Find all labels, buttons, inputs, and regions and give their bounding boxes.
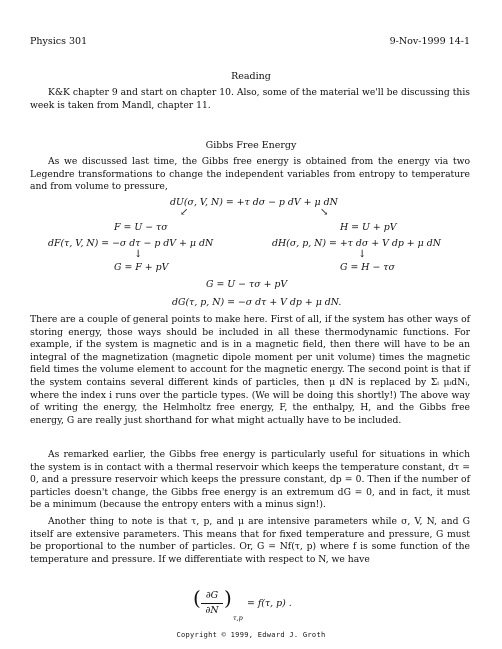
remark-paragraph: As remarked earlier, the Gibbs free energy is particularly useful for situations in which the system is in contact with a thermal reservoir which keeps the temperature constant, dτ = 0, and a pressure reservoir which keeps the pressure constant, dp = 0. Then if the number of particles doesn't change, the Gibbs free energy is an extremum dG = 0, and in fact, it must be a minimum (because the entropy enters with a minus sign!).	[30, 449, 470, 511]
copyright-footer: Copyright © 1999, Edward J. Groth	[176, 631, 326, 639]
reading-paragraph: K&K chapter 9 and start on chapter 10. Also, some of the material we'll be discussing this week is taken from Mandl, chapter 11.	[30, 87, 470, 111]
fraction-bar	[201, 603, 223, 604]
gibbs-title: Gibbs Free Energy	[205, 140, 297, 151]
eq-dF: dF(τ, V, N) = −σ dτ − p dV + μ dN	[48, 238, 214, 249]
eq-G-from-H: G = H − τσ	[340, 262, 395, 273]
arrow-down-icon: ↓	[134, 249, 143, 260]
course-header: Physics 301	[30, 36, 88, 47]
right-paren: )	[224, 586, 232, 610]
arrow-down-left-icon: ↙	[180, 207, 189, 218]
intro-paragraph: As we discussed last time, the Gibbs free energy is obtained from the energy via two Legendre transformations to change the independent variables from entropy to temperature and from volume to pressure,	[30, 156, 470, 193]
intensive-paragraph: Another thing to note is that τ, p, and μ are intensive parameters while σ, V, N, and G itself are extensive parameters. This means that for fixed temperature and pressure, G must be proportional to the number of particles. Or, G = Nf(τ, p) where f is some function of the temperature and pressure. If we differentiate with respect to N, we have	[30, 516, 470, 565]
general-points-paragraph: There are a couple of general points to make here. First of all, if the system has other ways of storing energy, those ways should be included in all these thermodynamic functions. For example, if the system is magnetic and is in a magnetic field, then there will have to be an integral of the magnetization (magnetic dipole moment per unit volume) times the magnetic field times the volume element to account for the magnetic energy. The second point is that if the system contains several different kinds of particles, then μ dN is replaced by Σᵢ μᵢdNᵢ, where the index i runs over the particle types. (We will be doing this shortly!) The above way of writing the energy, the Helmholtz free energy, F, the enthalpy, H, and the Gibbs free energy, G are really just shorthand for what might actually have to be included.	[30, 314, 470, 426]
date-page-header: 9-Nov-1999 14-1	[389, 36, 470, 47]
arrow-down-right-icon: ↘	[320, 207, 329, 218]
eq-dH: dH(σ, p, N) = +τ dσ + V dp + μ dN	[272, 238, 441, 249]
eq-dG: dG(τ, p, N) = −σ dτ + V dp + μ dN.	[172, 297, 342, 308]
deriv-numerator: ∂G	[205, 590, 219, 601]
reading-title: Reading	[231, 71, 271, 82]
arrow-down-icon: ↓	[358, 249, 367, 260]
deriv-subscript: τ,p	[233, 614, 243, 622]
deriv-denominator: ∂N	[205, 605, 219, 616]
eq-H: H = U + pV	[340, 222, 397, 233]
deriv-rhs: = f(τ, p) .	[247, 598, 292, 609]
left-paren: (	[193, 586, 201, 610]
eq-dU: dU(σ, V, N) = +τ dσ − p dV + μ dN	[170, 197, 338, 208]
eq-G-from-F: G = F + pV	[114, 262, 169, 273]
eq-G-from-U: G = U − τσ + pV	[206, 279, 288, 290]
eq-F: F = U − τσ	[114, 222, 168, 233]
